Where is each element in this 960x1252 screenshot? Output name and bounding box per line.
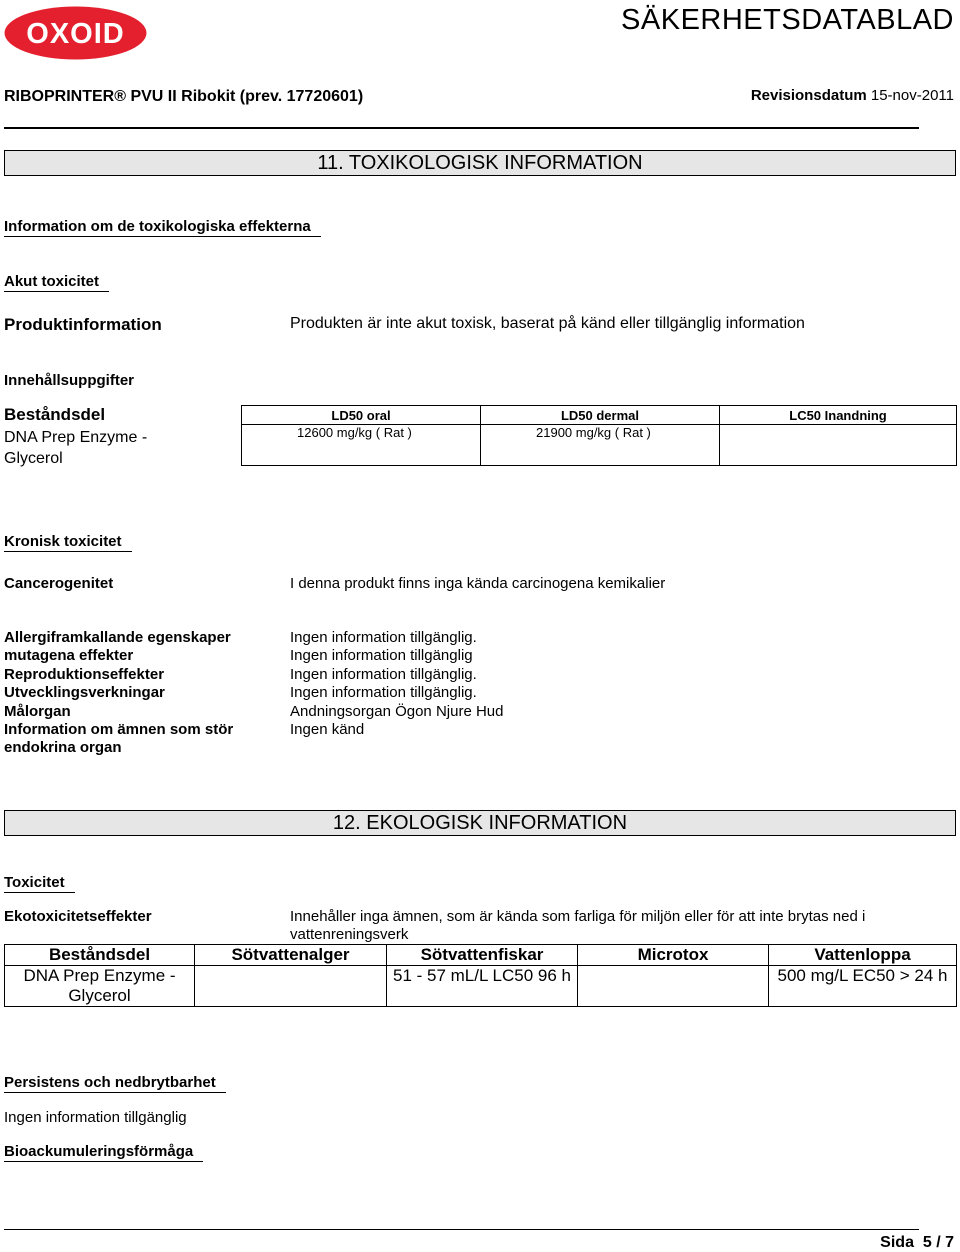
footer-divider (4, 1229, 919, 1230)
cell-ld50-oral: 12600 mg/kg ( Rat ) (242, 425, 481, 466)
section-12-title: 12. EKOLOGISK INFORMATION (4, 810, 956, 836)
col-freshwater-algae: Sötvattenalger (195, 945, 387, 966)
svg-text:OXOID: OXOID (26, 18, 125, 50)
section-11-title: 11. TOXIKOLOGISK INFORMATION (4, 150, 956, 176)
col-freshwater-fish: Sötvattenfiskar (387, 945, 578, 966)
cell-component: DNA Prep Enzyme - Glycerol (5, 966, 195, 1007)
col-ld50-dermal: LD50 dermal (481, 406, 720, 425)
header-divider (4, 127, 919, 129)
acute-toxicity-heading: Akut toxicitet (4, 273, 109, 292)
cell-daphnia: 500 mg/L EC50 > 24 h (769, 966, 957, 1007)
col-component: Beståndsdel (5, 945, 195, 966)
persistence-heading: Persistens och nedbrytbarhet (4, 1074, 226, 1093)
cell-lc50-inhalation (720, 425, 957, 466)
table-row (5, 966, 957, 1007)
product-name: RIBOPRINTER® PVU II Ribokit (prev. 17720601) (4, 88, 364, 105)
table-row (242, 425, 957, 466)
property-label: Målorgan (4, 702, 71, 720)
col-ld50-oral: LD50 oral (242, 406, 481, 425)
carcinogenicity-label: Cancerogenitet (4, 575, 114, 592)
property-label: Information om ämnen som stör (4, 721, 234, 739)
table-header-row (5, 945, 957, 966)
ecotox-value (290, 908, 865, 944)
cell-freshwater-fish: 51 - 57 mL/L LC50 96 h (387, 966, 578, 1007)
cell-ld50-dermal: 21900 mg/kg ( Rat ) (481, 425, 720, 466)
property-label: endokrina organ (4, 739, 122, 757)
ecotoxicity-table (4, 944, 957, 1007)
table-header-row (242, 406, 957, 425)
persistence-value: Ingen information tillgänglig (4, 1109, 187, 1126)
effects-heading: Information om de toxikologiska effekterna (4, 218, 321, 237)
chronic-toxicity-heading: Kronisk toxicitet (4, 533, 132, 552)
property-labels (4, 629, 233, 758)
cell-microtox (578, 966, 769, 1007)
page-number: 5 / 7 (922, 1234, 954, 1251)
col-daphnia: Vattenloppa (769, 945, 957, 966)
property-values (290, 629, 503, 739)
product-info-value: Produkten är inte akut toxisk, baserat på känd eller tillgänglig information (290, 315, 805, 332)
ecotox-value-line: Innehåller inga ämnen, som är kända som farliga för miljön eller för att inte brytas ned i (290, 908, 866, 925)
col-microtox: Microtox (578, 945, 769, 966)
property-label: Utvecklingsverkningar (4, 684, 165, 702)
ecotox-value-line: vattenreningsverk (290, 926, 409, 943)
col-lc50-inhalation: LC50 Inandning (720, 406, 957, 425)
oxoid-logo (4, 6, 147, 60)
ingredients-heading: Innehållsuppgifter (4, 372, 135, 389)
property-value: Ingen information tillgänglig. (290, 629, 477, 646)
property-value: Ingen information tillgänglig (290, 647, 473, 665)
cell-freshwater-algae (195, 966, 387, 1007)
revision-date: 15-nov-2011 (870, 87, 954, 104)
property-value: Ingen information tillgänglig. (290, 684, 477, 702)
page-indicator (700, 1234, 954, 1252)
toxicity-table (241, 405, 957, 466)
ecotox-label: Ekotoxicitetseffekter (4, 908, 152, 925)
revision-label: Revisionsdatum (750, 87, 867, 104)
property-label: Reproduktionseffekter (4, 665, 165, 683)
page-label: Sida (880, 1234, 914, 1251)
document-title: SÄKERHETSDATABLAD (621, 4, 954, 36)
component-name: DNA Prep Enzyme - Glycerol (4, 429, 148, 467)
property-value: Andningsorgan Ögon Njure Hud (290, 702, 504, 720)
revision-info (600, 87, 954, 104)
toxicity-heading: Toxicitet (4, 874, 75, 893)
property-value: Ingen information tillgänglig. (290, 665, 477, 683)
bioaccumulation-heading: Bioackumuleringsförmåga (4, 1143, 203, 1162)
carcinogenicity-value: I denna produkt finns inga kända carcinogena kemikalier (290, 575, 666, 592)
product-info-label: Produktinformation (4, 315, 162, 334)
component-label: Beståndsdel (4, 405, 106, 424)
property-value: Ingen känd (290, 721, 365, 739)
property-label: Allergiframkallande egenskaper (4, 629, 231, 646)
property-label: mutagena effekter (4, 647, 134, 665)
